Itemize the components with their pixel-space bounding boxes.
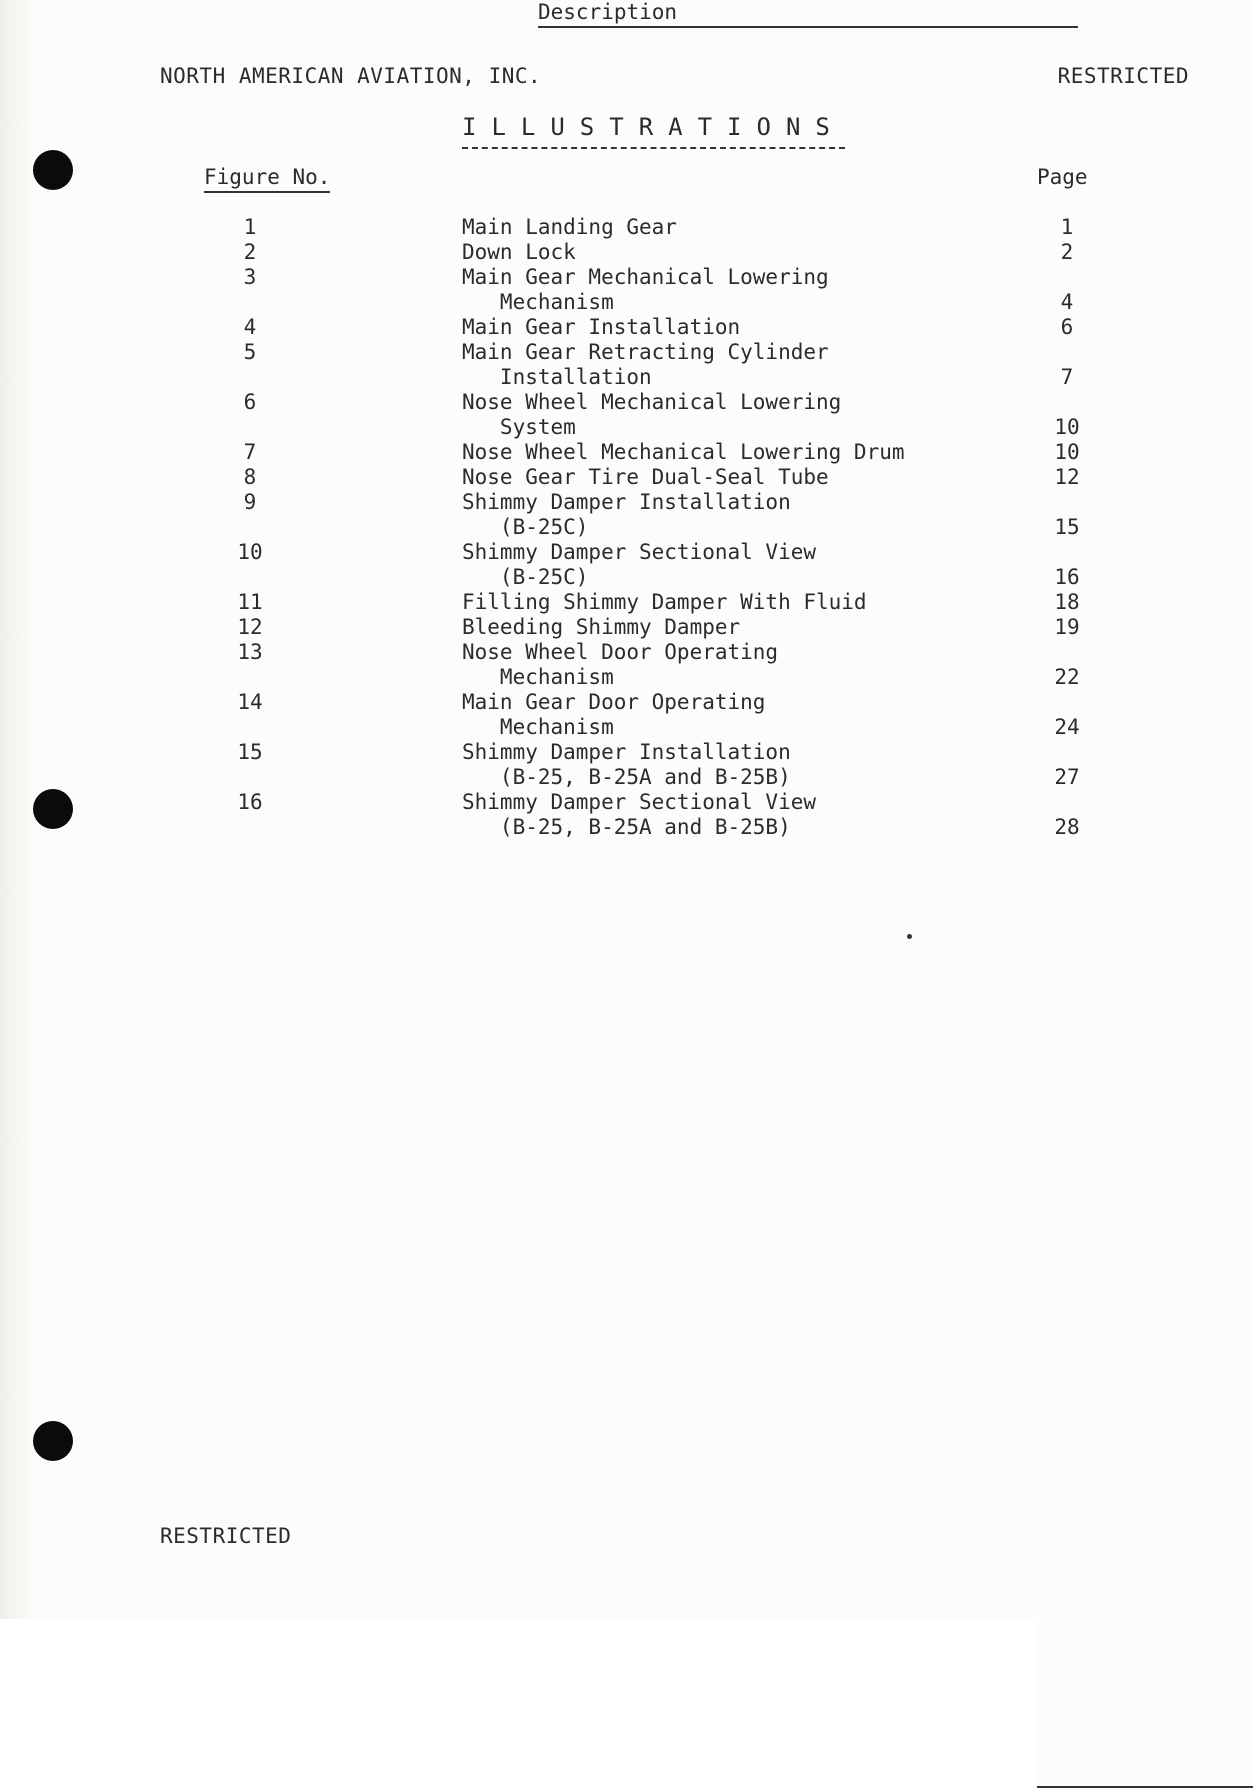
figure-number: 15 (237, 740, 263, 764)
page-number: 2 (1060, 240, 1074, 264)
figure-description (462, 615, 1002, 640)
list-item (0, 465, 1253, 490)
classification-footer: RESTRICTED (160, 1524, 292, 1548)
list-item (0, 790, 1253, 840)
description-line: Nose Wheel Mechanical Lowering (462, 390, 842, 414)
figure-description (462, 390, 1002, 440)
list-item (0, 740, 1253, 790)
figure-number: 14 (237, 690, 263, 714)
list-item (0, 440, 1253, 465)
description-line: Nose Gear Tire Dual-Seal Tube (462, 465, 829, 489)
figure-description (462, 315, 1002, 340)
figure-number: 10 (237, 540, 263, 564)
illustrations-list (0, 215, 1253, 840)
list-item (0, 240, 1253, 265)
figure-number: 9 (243, 490, 257, 514)
classification-header: RESTRICTED (1057, 64, 1189, 88)
list-item (0, 340, 1253, 390)
description-line: Shimmy Damper Sectional View (462, 790, 817, 814)
figure-description (462, 590, 1002, 615)
description-line: Main Gear Retracting Cylinder (462, 340, 829, 364)
figure-number: 1 (243, 215, 257, 239)
list-item (0, 540, 1253, 590)
description-line: (B-25C) (462, 515, 589, 539)
list-item (0, 640, 1253, 690)
description-line: Filling Shimmy Damper With Fluid (462, 590, 867, 614)
figure-description (462, 740, 1002, 790)
page-number: 4 (1060, 290, 1074, 314)
binder-hole-top (33, 150, 73, 190)
description-line: Mechanism (462, 290, 614, 314)
figure-description (462, 440, 1002, 465)
description-line: Shimmy Damper Installation (462, 740, 791, 764)
description-line: Bleeding Shimmy Damper (462, 615, 741, 639)
figure-description (462, 490, 1002, 540)
figure-number: 11 (237, 590, 263, 614)
description-line: Mechanism (462, 665, 614, 689)
company-name: NORTH AMERICAN AVIATION, INC. (160, 64, 542, 88)
list-item (0, 215, 1253, 240)
page-number: 6 (1060, 315, 1074, 339)
figure-description (462, 215, 1002, 240)
description-line: (B-25, B-25A and B-25B) (462, 765, 791, 789)
description-line: Main Landing Gear (462, 215, 677, 239)
column-header-figure: Figure No. (204, 165, 330, 193)
description-line: Main Gear Door Operating (462, 690, 766, 714)
figure-description (462, 790, 1002, 840)
page-number: 10 (1054, 440, 1080, 464)
figure-description (462, 465, 1002, 490)
figure-description (462, 640, 1002, 690)
ink-speck (907, 934, 912, 939)
description-line: (B-25, B-25A and B-25B) (462, 815, 791, 839)
figure-number: 6 (243, 390, 257, 414)
figure-number: 3 (243, 265, 257, 289)
page-number: 15 (1054, 515, 1080, 539)
page-number: 19 (1054, 615, 1080, 639)
figure-number: 7 (243, 440, 257, 464)
figure-number: 2 (243, 240, 257, 264)
page-title: ILLUSTRATIONS (462, 113, 845, 149)
figure-number: 16 (237, 790, 263, 814)
description-line: Mechanism (462, 715, 614, 739)
figure-description (462, 240, 1002, 265)
page-number: 22 (1054, 665, 1080, 689)
figure-number: 13 (237, 640, 263, 664)
figure-description (462, 540, 1002, 590)
column-header-page: Page (1037, 165, 1253, 1788)
figure-number: 5 (243, 340, 257, 364)
page-number: 18 (1054, 590, 1080, 614)
page-number: 24 (1054, 715, 1080, 739)
figure-description (462, 690, 1002, 740)
figure-description (462, 265, 1002, 315)
page-number: 10 (1054, 415, 1080, 439)
figure-description (462, 340, 1002, 390)
page-number: 1 (1060, 215, 1074, 239)
list-item (0, 315, 1253, 340)
description-line: Down Lock (462, 240, 576, 264)
list-item (0, 390, 1253, 440)
description-line: Installation (462, 365, 652, 389)
figure-number: 4 (243, 315, 257, 339)
column-header-description: Description (538, 0, 1078, 28)
description-line: Shimmy Damper Sectional View (462, 540, 817, 564)
page-number: 28 (1054, 815, 1080, 839)
list-item (0, 490, 1253, 540)
figure-number: 8 (243, 465, 257, 489)
description-line: Shimmy Damper Installation (462, 490, 791, 514)
description-line: Main Gear Mechanical Lowering (462, 265, 829, 289)
binder-hole-bottom (33, 1421, 73, 1461)
list-item (0, 690, 1253, 740)
page-number: 7 (1060, 365, 1074, 389)
figure-number: 12 (237, 615, 263, 639)
page-number: 27 (1054, 765, 1080, 789)
list-item (0, 615, 1253, 640)
page-number: 16 (1054, 565, 1080, 589)
description-line: Nose Wheel Door Operating (462, 640, 779, 664)
list-item (0, 265, 1253, 315)
description-line: Nose Wheel Mechanical Lowering Drum (462, 440, 905, 464)
description-line: (B-25C) (462, 565, 589, 589)
description-line: Main Gear Installation (462, 315, 741, 339)
page-number: 12 (1054, 465, 1080, 489)
list-item (0, 590, 1253, 615)
description-line: System (462, 415, 576, 439)
